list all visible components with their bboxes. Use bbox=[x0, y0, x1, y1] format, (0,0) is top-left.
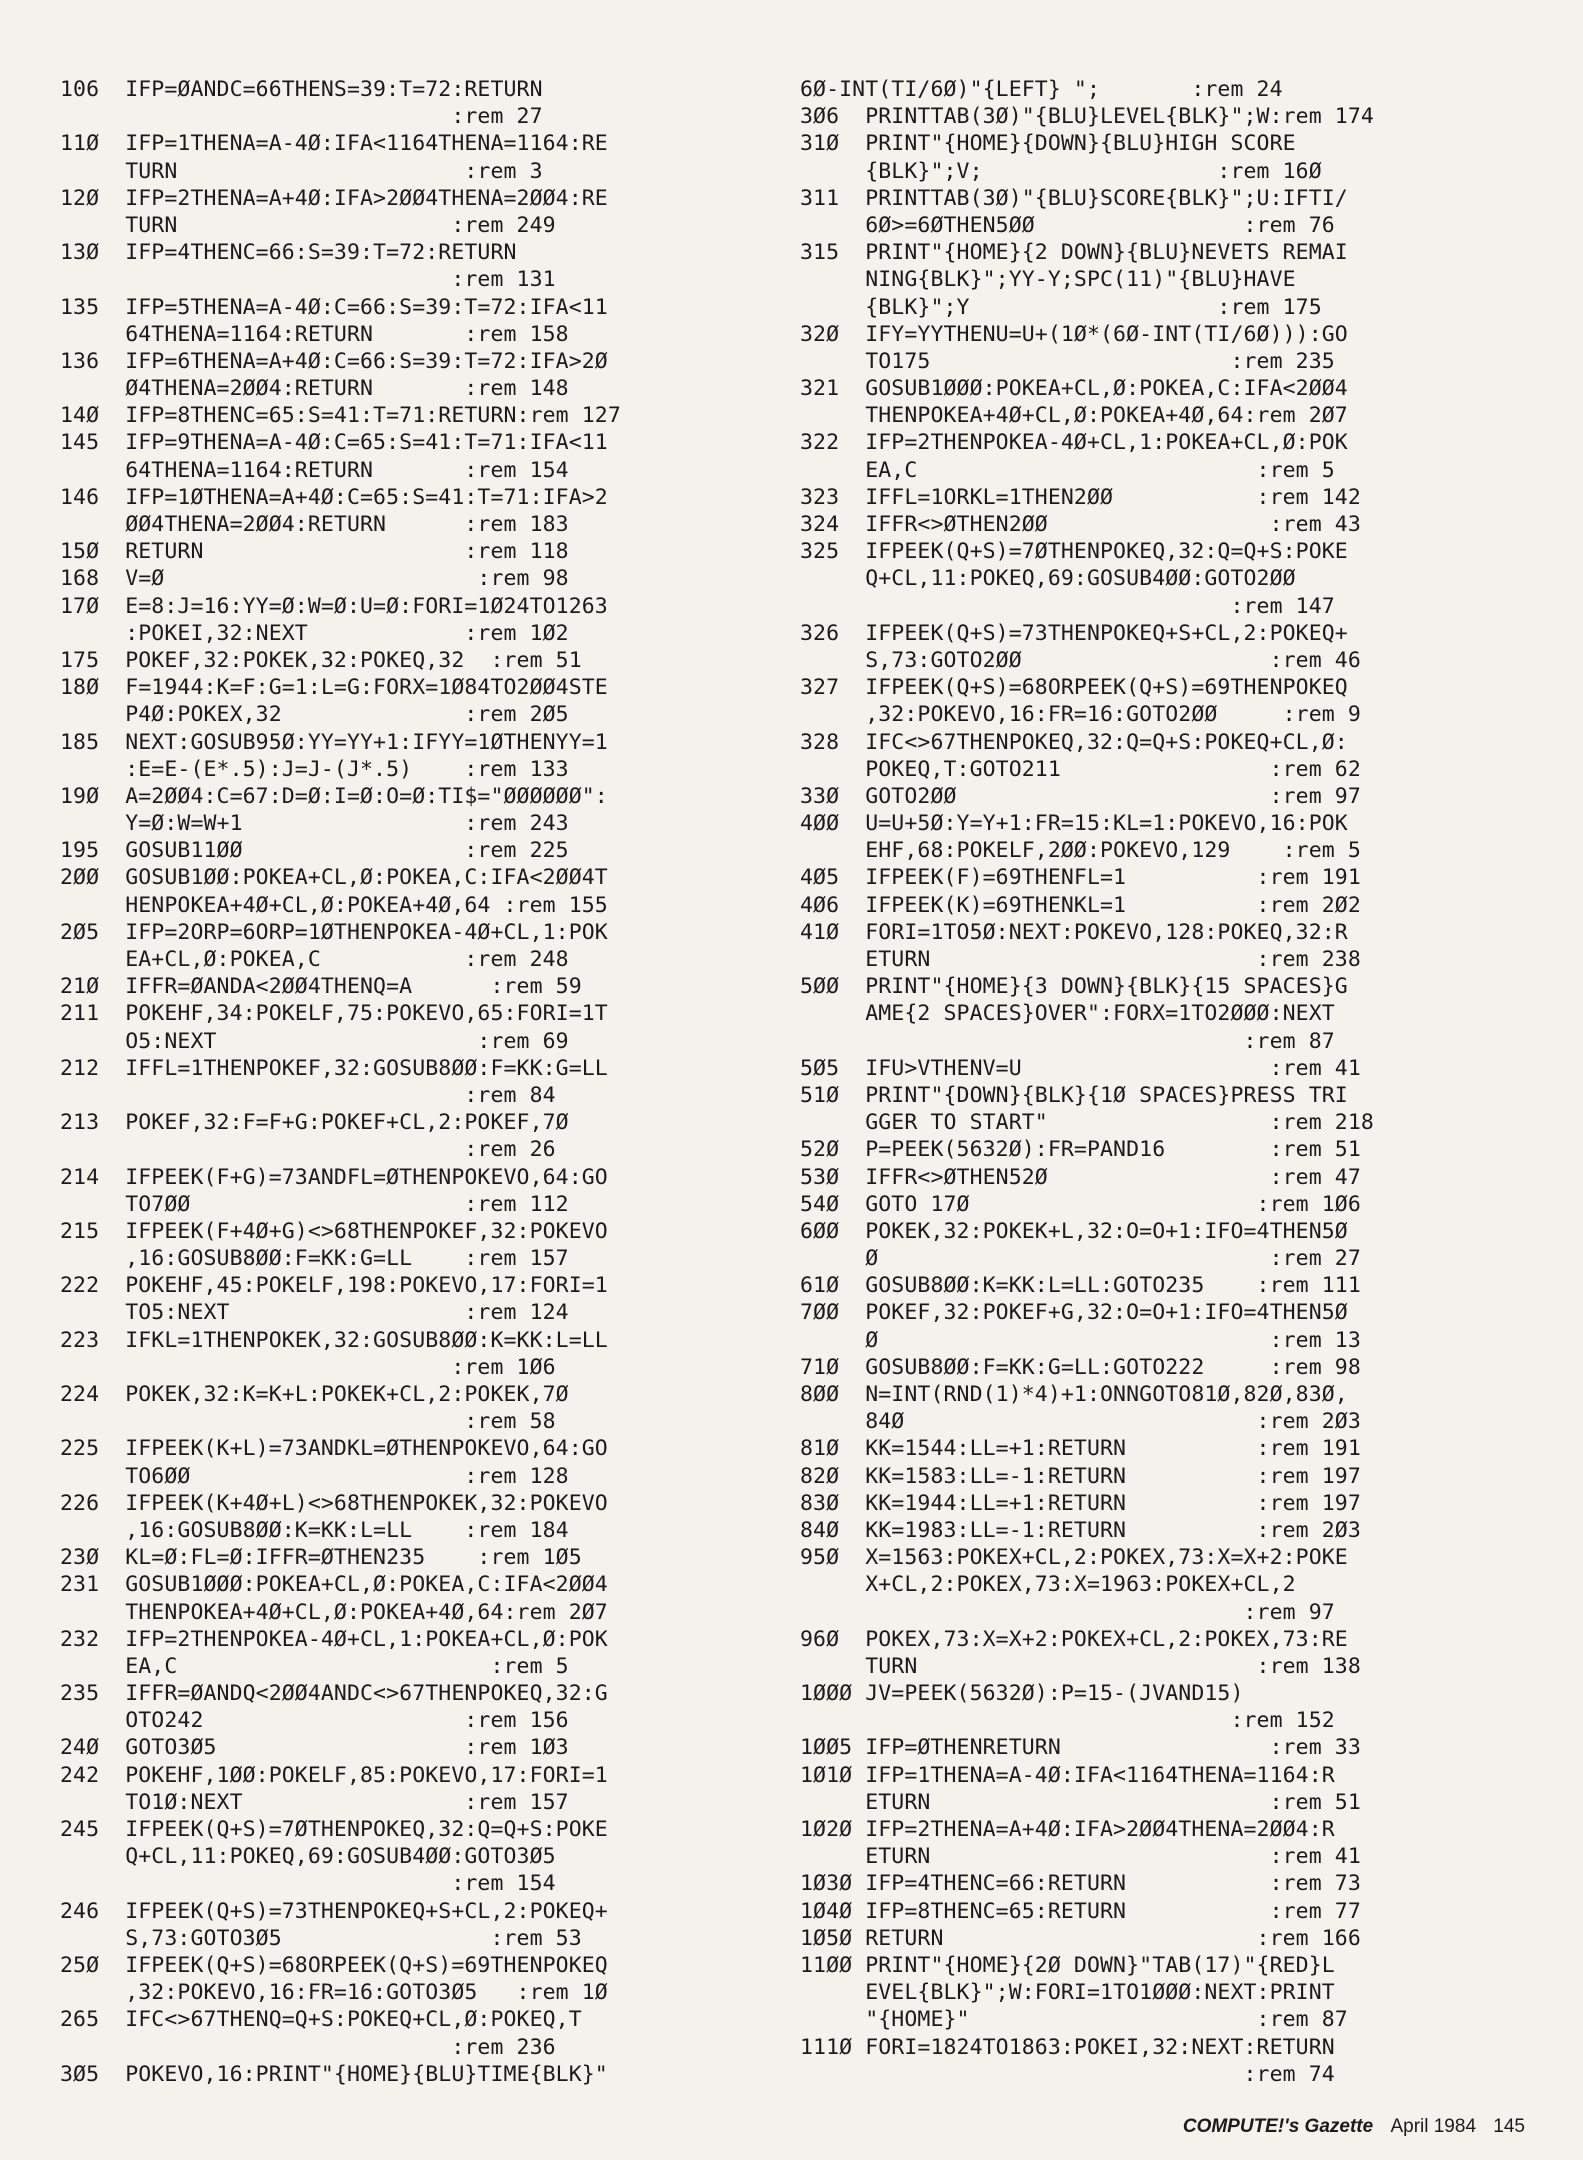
code-line: 52Ø P=PEEK(5632Ø):FR=PAND16 :rem 51 bbox=[800, 1137, 1361, 1163]
code-line: 315 PRINT"{HOME}{2 DOWN}{BLU}NEVETS REMAI bbox=[800, 240, 1348, 266]
code-line: 1ØØ5 IFP=ØTHENRETURN :rem 33 bbox=[800, 1735, 1361, 1761]
code-line: 235 IFFR=ØANDQ<2ØØ4ANDC<>67THENPOKEQ,32:G bbox=[60, 1681, 608, 1707]
code-line: :rem 154 bbox=[60, 1871, 556, 1897]
code-line: 226 IFPEEK(K+4Ø+L)<>68THENPOKEK,32:POKEVO bbox=[60, 1490, 608, 1516]
code-line: TURN :rem 138 bbox=[800, 1653, 1361, 1679]
code-line: 106 IFP=ØANDC=66THENS=39:T=72:RETURN bbox=[60, 77, 543, 102]
code-line: 53Ø IFFR<>ØTHEN52Ø :rem 47 bbox=[800, 1164, 1361, 1190]
code-line: 84Ø :rem 2Ø3 bbox=[800, 1409, 1361, 1435]
code-line: 95Ø X=1563:POKEX+CL,2:POKEX,73:X=X+2:POKE bbox=[800, 1545, 1348, 1571]
code-line: {BLK}";Y :rem 175 bbox=[800, 294, 1322, 320]
code-line: 15Ø RETURN :rem 118 bbox=[60, 539, 569, 565]
code-line: 321 GOSUB1ØØØ:POKEA+CL,Ø:POKEA,C:IFA<2ØØ4 bbox=[800, 376, 1348, 402]
code-line: S,73:GOTO3Ø5 :rem 53 bbox=[60, 1925, 582, 1951]
code-line: 33Ø GOTO2ØØ :rem 97 bbox=[800, 783, 1361, 809]
code-line: 135 IFP=5THENA=A-4Ø:C=66:S=39:T=72:IFA<11 bbox=[60, 294, 608, 320]
code-line: {BLK}";V; :rem 16Ø bbox=[800, 158, 1322, 184]
code-line: 4ØØ U=U+5Ø:Y=Y+1:FR=15:KL=1:POKEVO,16:POK bbox=[800, 811, 1348, 837]
code-line: 211 POKEHF,34:POKELF,75:POKEVO,65:FORI=1T bbox=[60, 1001, 608, 1027]
code-line: AME{2 SPACES}OVER":FORX=1TO2ØØØ:NEXT bbox=[800, 1001, 1335, 1027]
code-line: 11Ø IFP=1THENA=A-4Ø:IFA<1164THENA=1164:RE bbox=[60, 131, 608, 157]
code-line: EA+CL,Ø:POKEA,C :rem 248 bbox=[60, 947, 569, 972]
code-line: THENPOKEA+4Ø+CL,Ø:POKEA+4Ø,64:rem 2Ø7 bbox=[60, 1599, 608, 1625]
code-line: 223 IFKL=1THENPOKEK,32:GOSUB8ØØ:K=KK:L=LL bbox=[60, 1327, 608, 1353]
code-line: 84Ø KK=1983:LL=-1:RETURN :rem 2Ø3 bbox=[800, 1517, 1361, 1543]
code-line: P4Ø:POKEX,32 :rem 2Ø5 bbox=[60, 702, 569, 728]
code-line: GGER TO START" :rem 218 bbox=[800, 1110, 1374, 1136]
code-line: :rem 87 bbox=[800, 1028, 1335, 1054]
code-line: 175 POKEF,32:POKEK,32:POKEQ,32 :rem 51 bbox=[60, 647, 582, 673]
code-line: 83Ø KK=1944:LL=+1:RETURN :rem 197 bbox=[800, 1490, 1361, 1516]
code-line: 225 IFPEEK(K+L)=73ANDKL=ØTHENPOKEVO,64:GO bbox=[60, 1436, 608, 1462]
code-line: 4Ø5 IFPEEK(F)=69THENFL=1 :rem 191 bbox=[800, 865, 1361, 891]
code-line: :rem 131 bbox=[60, 267, 556, 293]
code-line: 6Ø-INT(TI/6Ø)"{LEFT} "; :rem 24 bbox=[800, 77, 1283, 102]
code-line: 21Ø IFFR=ØANDA<2ØØ4THENQ=A :rem 59 bbox=[60, 974, 582, 1000]
code-line: 212 IFFL=1THENPOKEF,32:GOSUB8ØØ:F=KK:G=LL bbox=[60, 1055, 608, 1081]
code-line: 265 IFC<>67THENQ=Q+S:POKEQ+CL,Ø:POKEQ,T bbox=[60, 2007, 582, 2033]
code-line: 24Ø GOTO3Ø5 :rem 1Ø3 bbox=[60, 1735, 569, 1761]
issue-date: April 1984 bbox=[1390, 2116, 1477, 2137]
code-line: 168 V=Ø :rem 98 bbox=[60, 566, 569, 592]
code-line: 328 IFC<>67THENPOKEQ,32:Q=Q+S:POKEQ+CL,Ø: bbox=[800, 729, 1348, 755]
code-line: 8ØØ N=INT(RND(1)*4)+1:ONNGOTO81Ø,82Ø,83Ø, bbox=[800, 1382, 1348, 1407]
code-line: 245 IFPEEK(Q+S)=7ØTHENPOKEQ,32:Q=Q+S:POKE bbox=[60, 1817, 608, 1842]
code-line: 12Ø IFP=2THENA=A+4Ø:IFA>2ØØ4THENA=2ØØ4:RE bbox=[60, 185, 608, 211]
code-line: HENPOKEA+4Ø+CL,Ø:POKEA+4Ø,64 :rem 155 bbox=[60, 892, 608, 918]
code-line: TO175 :rem 235 bbox=[800, 348, 1335, 374]
code-line: :rem 74 bbox=[800, 2061, 1335, 2087]
code-line: ETURN :rem 238 bbox=[800, 947, 1361, 972]
code-line: 51Ø PRINT"{DOWN}{BLK}{1Ø SPACES}PRESS TRI bbox=[800, 1082, 1348, 1108]
code-line: POKEQ,T:GOTO211 :rem 62 bbox=[800, 756, 1361, 782]
code-line: TO6ØØ :rem 128 bbox=[60, 1463, 569, 1489]
code-line: OTO242 :rem 156 bbox=[60, 1708, 569, 1734]
code-line: 6Ø>=6ØTHEN5ØØ :rem 76 bbox=[800, 212, 1335, 238]
code-line: 1Ø4Ø IFP=8THENC=65:RETURN :rem 77 bbox=[800, 1898, 1361, 1924]
code-line: "{HOME}" :rem 87 bbox=[800, 2007, 1348, 2033]
code-line: 145 IFP=9THENA=A-4Ø:C=65:S=41:T=71:IFA<11 bbox=[60, 430, 608, 456]
code-line: :rem 58 bbox=[60, 1409, 556, 1435]
code-line: 246 IFPEEK(Q+S)=73THENPOKEQ+S+CL,2:POKEQ+ bbox=[60, 1898, 608, 1924]
code-line: 96Ø POKEX,73:X=X+2:POKEX+CL,2:POKEX,73:RE bbox=[800, 1626, 1348, 1652]
code-line: 5ØØ PRINT"{HOME}{3 DOWN}{BLK}{15 SPACES}G bbox=[800, 974, 1348, 1000]
code-line: 11ØØ PRINT"{HOME}{2Ø DOWN}"TAB(17)"{RED}L bbox=[800, 1952, 1335, 1978]
code-line: :E=E-(E*.5):J=J-(J*.5) :rem 133 bbox=[60, 756, 569, 782]
code-line: ETURN :rem 41 bbox=[800, 1844, 1361, 1870]
code-line: 185 NEXT:GOSUB95Ø:YY=YY+1:IFYY=1ØTHENYY=1 bbox=[60, 729, 608, 755]
code-line: NING{BLK}";YY-Y;SPC(11)"{BLU}HAVE bbox=[800, 267, 1296, 293]
code-line: Q+CL,11:POKEQ,69:GOSUB4ØØ:GOTO2ØØ bbox=[800, 566, 1296, 592]
code-line: ØØ4THENA=2ØØ4:RETURN :rem 183 bbox=[60, 512, 569, 537]
code-line: TO5:NEXT :rem 124 bbox=[60, 1300, 569, 1326]
code-line: X+CL,2:POKEX,73:X=1963:POKEX+CL,2 bbox=[800, 1572, 1296, 1598]
code-line: :rem 147 bbox=[800, 593, 1335, 619]
code-line: 327 IFPEEK(Q+S)=68ORPEEK(Q+S)=69THENPOKEQ bbox=[800, 675, 1348, 701]
code-line: Ø4THENA=2ØØ4:RETURN :rem 148 bbox=[60, 376, 569, 402]
code-line: :rem 26 bbox=[60, 1137, 556, 1163]
code-line: ,32:POKEVO,16:FR=16:GOTO2ØØ :rem 9 bbox=[800, 702, 1361, 728]
code-line: 242 POKEHF,1ØØ:POKELF,85:POKEVO,17:FORI=1 bbox=[60, 1762, 608, 1788]
code-line: 71Ø GOSUB8ØØ:F=KK:G=LL:GOTO222 :rem 98 bbox=[800, 1354, 1361, 1380]
code-line: ,16:GOSUB8ØØ:K=KK:L=LL :rem 184 bbox=[60, 1517, 569, 1543]
code-line: ,16:GOSUB8ØØ:F=KK:G=LL :rem 157 bbox=[60, 1246, 569, 1272]
code-line: 324 IFFR<>ØTHEN2ØØ :rem 43 bbox=[800, 512, 1361, 537]
code-line: 215 IFPEEK(F+4Ø+G)<>68THENPOKEF,32:POKEVO bbox=[60, 1218, 608, 1244]
code-line: 195 GOSUB11ØØ :rem 225 bbox=[60, 838, 569, 864]
code-line: 231 GOSUB1ØØØ:POKEA+CL,Ø:POKEA,C:IFA<2ØØ4 bbox=[60, 1572, 608, 1598]
code-line: 64THENA=1164:RETURN :rem 154 bbox=[60, 457, 569, 483]
code-line: 19Ø A=2ØØ4:C=67:D=Ø:I=Ø:O=Ø:TI$="ØØØØØØ": bbox=[60, 783, 608, 809]
code-line: 61Ø GOSUB8ØØ:K=KK:L=LL:GOTO235 :rem 111 bbox=[800, 1273, 1361, 1299]
code-line: 64THENA=1164:RETURN :rem 158 bbox=[60, 321, 569, 347]
code-line: ,32:POKEVO,16:FR=16:GOTO3Ø5 :rem 1Ø bbox=[60, 1980, 608, 2006]
code-line: 214 IFPEEK(F+G)=73ANDFL=ØTHENPOKEVO,64:GO bbox=[60, 1164, 608, 1190]
code-line: EA,C :rem 5 bbox=[60, 1653, 569, 1679]
page-number: 145 bbox=[1493, 2116, 1525, 2137]
code-line: EA,C :rem 5 bbox=[800, 457, 1335, 483]
code-line: O5:NEXT :rem 69 bbox=[60, 1028, 569, 1054]
code-line: 23Ø KL=Ø:FL=Ø:IFFR=ØTHEN235 :rem 1Ø5 bbox=[60, 1545, 582, 1571]
code-line: 323 IFFL=1ORKL=1THEN2ØØ :rem 142 bbox=[800, 484, 1361, 510]
magazine-name: COMPUTE!'s Gazette bbox=[1182, 2116, 1374, 2137]
code-line: :rem 84 bbox=[60, 1082, 556, 1108]
code-line: :rem 97 bbox=[800, 1599, 1335, 1625]
code-line: 6ØØ POKEK,32:POKEK+L,32:O=O+1:IFO=4THEN5Ø bbox=[800, 1218, 1348, 1244]
code-line: TO7ØØ :rem 112 bbox=[60, 1191, 569, 1217]
code-line: 3Ø6 PRINTTAB(3Ø)"{BLU}LEVEL{BLK}";W:rem 174 bbox=[800, 104, 1374, 130]
code-line: :POKEI,32:NEXT :rem 1Ø2 bbox=[60, 620, 569, 646]
code-line: THENPOKEA+4Ø+CL,Ø:POKEA+4Ø,64:rem 2Ø7 bbox=[800, 403, 1348, 429]
code-line: 4Ø6 IFPEEK(K)=69THENKL=1 :rem 2Ø2 bbox=[800, 892, 1361, 918]
code-line: 2ØØ GOSUB1ØØ:POKEA+CL,Ø:POKEA,C:IFA<2ØØ4T bbox=[60, 865, 608, 891]
code-line: 14Ø IFP=8THENC=65:S=41:T=71:RETURN:rem 127 bbox=[60, 403, 621, 429]
code-line: 7ØØ POKEF,32:POKEF+G,32:O=O+1:IFO=4THEN5Ø bbox=[800, 1300, 1348, 1326]
code-line: :rem 236 bbox=[60, 2034, 556, 2060]
code-line: 325 IFPEEK(Q+S)=7ØTHENPOKEQ,32:Q=Q+S:POKE bbox=[800, 539, 1348, 565]
code-line: 326 IFPEEK(Q+S)=73THENPOKEQ+S+CL,2:POKEQ+ bbox=[800, 620, 1348, 646]
listing-left-column bbox=[60, 76, 750, 2088]
code-line: 32Ø IFY=YYTHENU=U+(1Ø*(6Ø-INT(TI/6Ø))):GO bbox=[800, 321, 1348, 347]
code-line: Q+CL,11:POKEQ,69:GOSUB4ØØ:GOTO3Ø5 bbox=[60, 1844, 556, 1870]
code-line: 41Ø FORI=1TO5Ø:NEXT:POKEVO,128:POKEQ,32:R bbox=[800, 919, 1348, 945]
code-line: 146 IFP=1ØTHENA=A+4Ø:C=65:S=41:T=71:IFA>2 bbox=[60, 484, 608, 510]
code-line: 232 IFP=2THENPOKEA-4Ø+CL,1:POKEA+CL,Ø:POK bbox=[60, 1626, 608, 1652]
code-line: 3Ø5 POKEVO,16:PRINT"{HOME}{BLU}TIME{BLK}" bbox=[60, 2061, 608, 2087]
code-line: 2Ø5 IFP=2ORP=6ORP=1ØTHENPOKEA-4Ø+CL,1:POK bbox=[60, 919, 608, 945]
code-line: :rem 1Ø6 bbox=[60, 1354, 556, 1380]
code-line: Ø :rem 13 bbox=[800, 1327, 1361, 1353]
code-line: 222 POKEHF,45:POKELF,198:POKEVO,17:FORI=1 bbox=[60, 1273, 608, 1299]
code-line: 18Ø F=1944:K=F:G=1:L=G:FORX=1Ø84TO2ØØ4STE bbox=[60, 675, 608, 701]
code-line: 1Ø2Ø IFP=2THENA=A+4Ø:IFA>2ØØ4THENA=2ØØ4:R bbox=[800, 1817, 1335, 1842]
code-line: :rem 152 bbox=[800, 1708, 1335, 1734]
code-line: TURN :rem 249 bbox=[60, 212, 556, 238]
code-line: :rem 27 bbox=[60, 104, 543, 130]
code-line: 1Ø5Ø RETURN :rem 166 bbox=[800, 1925, 1361, 1951]
code-line: 224 POKEK,32:K=K+L:POKEK+CL,2:POKEK,7Ø bbox=[60, 1382, 569, 1407]
code-line: 311 PRINTTAB(3Ø)"{BLU}SCORE{BLK}";U:IFTI/ bbox=[800, 185, 1348, 211]
page-footer bbox=[1183, 2116, 1525, 2138]
code-line: Ø :rem 27 bbox=[800, 1246, 1361, 1272]
code-line: 13Ø IFP=4THENC=66:S=39:T=72:RETURN bbox=[60, 240, 517, 266]
code-line: 111Ø FORI=1824TO1863:POKEI,32:NEXT:RETURN bbox=[800, 2034, 1335, 2060]
code-line: ETURN :rem 51 bbox=[800, 1789, 1361, 1815]
code-line: EHF,68:POKELF,2ØØ:POKEVO,129 :rem 5 bbox=[800, 838, 1361, 864]
listing-right-column bbox=[800, 76, 1460, 2088]
code-line: 213 POKEF,32:F=F+G:POKEF+CL,2:POKEF,7Ø bbox=[60, 1110, 569, 1136]
code-line: 1Ø3Ø IFP=4THENC=66:RETURN :rem 73 bbox=[800, 1871, 1361, 1897]
code-line: Y=Ø:W=W+1 :rem 243 bbox=[60, 811, 569, 837]
code-line: 1ØØØ JV=PEEK(5632Ø):P=15-(JVAND15) bbox=[800, 1681, 1244, 1707]
code-line: 31Ø PRINT"{HOME}{DOWN}{BLU}HIGH SCORE bbox=[800, 131, 1296, 157]
code-line: 1Ø1Ø IFP=1THENA=A-4Ø:IFA<1164THENA=1164:R bbox=[800, 1762, 1335, 1788]
code-line: TO1Ø:NEXT :rem 157 bbox=[60, 1789, 569, 1815]
code-line: 5Ø5 IFU>VTHENV=U :rem 41 bbox=[800, 1055, 1361, 1081]
code-line: 81Ø KK=1544:LL=+1:RETURN :rem 191 bbox=[800, 1436, 1361, 1462]
code-line: 17Ø E=8:J=16:YY=Ø:W=Ø:U=Ø:FORI=1Ø24TO1263 bbox=[60, 593, 608, 619]
code-line: 82Ø KK=1583:LL=-1:RETURN :rem 197 bbox=[800, 1463, 1361, 1489]
code-line: 322 IFP=2THENPOKEA-4Ø+CL,1:POKEA+CL,Ø:POK bbox=[800, 430, 1348, 456]
code-line: S,73:GOTO2ØØ :rem 46 bbox=[800, 647, 1361, 673]
code-line: 136 IFP=6THENA=A+4Ø:C=66:S=39:T=72:IFA>2Ø bbox=[60, 348, 608, 374]
code-line: EVEL{BLK}";W:FORI=1TO1ØØØ:NEXT:PRINT bbox=[800, 1980, 1335, 2006]
code-line: TURN :rem 3 bbox=[60, 158, 543, 184]
code-line: 54Ø GOTO 17Ø :rem 1Ø6 bbox=[800, 1191, 1361, 1217]
code-line: 25Ø IFPEEK(Q+S)=68ORPEEK(Q+S)=69THENPOKEQ bbox=[60, 1952, 608, 1978]
